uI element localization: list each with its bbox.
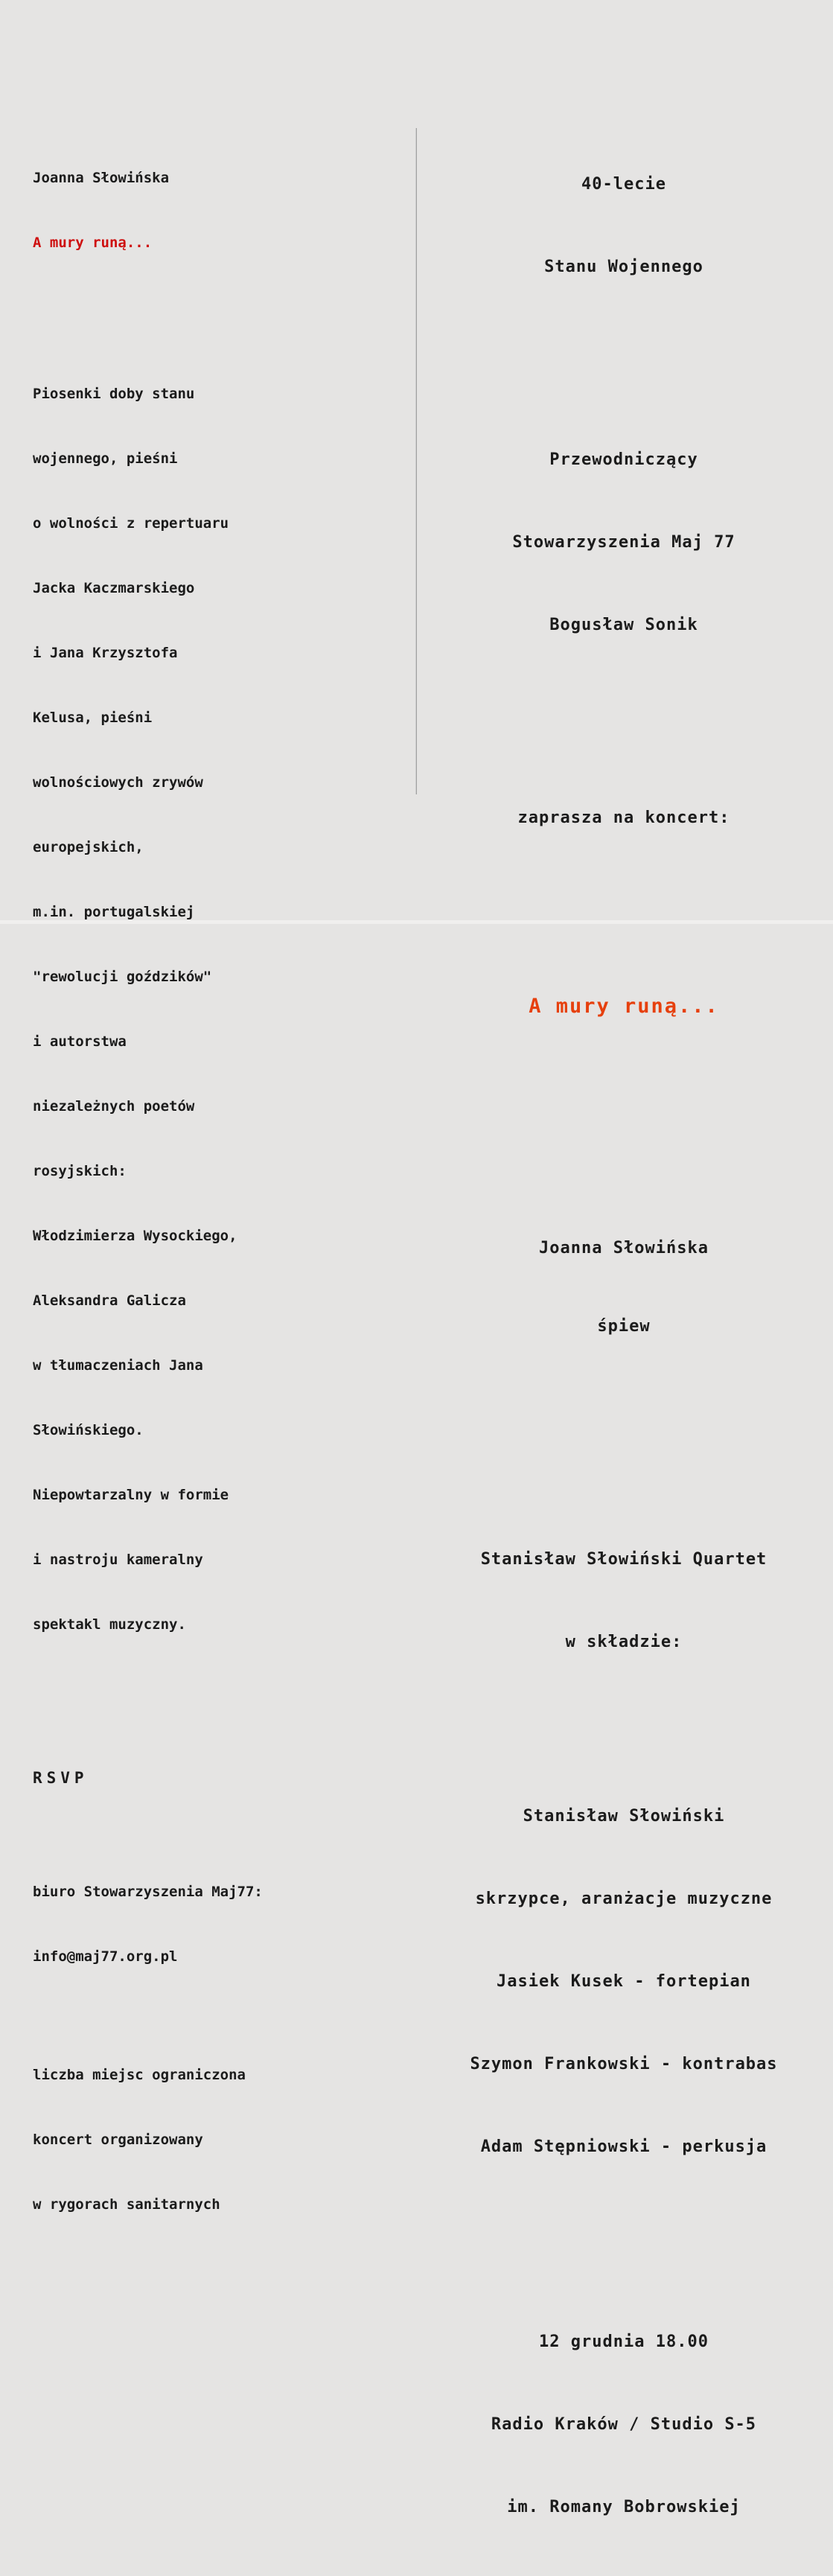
- description-line: o wolności z repertuaru: [33, 515, 229, 532]
- quartet-name: Stanisław Słowiński Quartet: [480, 1550, 767, 1569]
- vocalist-block: [417, 1183, 831, 1391]
- vocalist-name: Joanna Słowińska: [539, 1239, 709, 1257]
- description-line: Słowińskiego.: [33, 1422, 144, 1438]
- spacer: [417, 1447, 831, 1463]
- anniversary-line: 40-lecie: [581, 175, 666, 194]
- bottom-edge-strip: [0, 920, 833, 924]
- spacer: [33, 1700, 383, 1724]
- member-line: Jasiek Kusek - fortepian: [497, 1972, 751, 1991]
- description-line: Kelusa, pieśni: [33, 710, 153, 726]
- description-line: wojennego, pieśni: [33, 450, 178, 467]
- description-line: i autorstwa: [33, 1033, 127, 1050]
- rsvp-email: info@maj77.org.pl: [33, 1948, 178, 1965]
- spacer: [33, 2011, 383, 2021]
- spacer: [417, 1711, 831, 1720]
- description-line: spektakl muzyczny.: [33, 1616, 186, 1633]
- notice-line: liczba miejsc ograniczona: [33, 2067, 246, 2083]
- member-line: skrzypce, aranżacje muzyczne: [475, 1890, 773, 1908]
- description-line: rosyjskich:: [33, 1163, 127, 1179]
- rsvp-heading: RSVP: [33, 1769, 89, 1787]
- notice-line: koncert organizowany: [33, 2132, 203, 2148]
- spacer: [33, 297, 383, 319]
- description-line: "rewolucji goździków": [33, 969, 212, 985]
- left-column: [33, 124, 383, 2259]
- description-line: i Jana Krzysztofa: [33, 645, 178, 661]
- anniversary-line: Stanu Wojennego: [544, 258, 703, 276]
- description-line: Niepowtarzalny w formie: [33, 1487, 229, 1503]
- spacer: [417, 336, 831, 363]
- performance-title-left: A mury runą...: [33, 235, 153, 251]
- member-line: Adam Stępniowski - perkusja: [480, 2137, 767, 2156]
- member-line: Szymon Frankowski - kontrabas: [470, 2055, 778, 2073]
- spacer: [417, 694, 831, 721]
- description-line: Włodzimierza Wysockiego,: [33, 1228, 237, 1244]
- quartet-lineup-label: w składzie:: [565, 1633, 683, 1651]
- event-date-time: 12 grudnia 18.00: [539, 2333, 709, 2351]
- description-line: niezależnych poetów: [33, 1098, 195, 1115]
- invitation-line: zaprasza na koncert:: [517, 809, 730, 827]
- description-line: Jacka Kaczmarskiego: [33, 580, 195, 596]
- host-line: Stowarzyszenia Maj 77: [512, 533, 735, 552]
- rsvp-office-line: biuro Stowarzyszenia Maj77:: [33, 1884, 263, 1900]
- artist-name: Joanna Słowińska: [33, 170, 170, 186]
- description-line: w tłumaczeniach Jana: [33, 1357, 203, 1374]
- member-line: Stanisław Słowiński: [523, 1807, 725, 1826]
- host-line: Bogusław Sonik: [549, 616, 698, 634]
- host-line: Przewodniczący: [549, 450, 698, 469]
- notice-line: w rygorach sanitarnych: [33, 2196, 220, 2213]
- description-line: m.in. portugalskiej: [33, 904, 195, 920]
- vocalist-role: śpiew: [597, 1317, 651, 1336]
- spacer: [417, 887, 831, 909]
- event-venue-name: im. Romany Bobrowskiej: [507, 2498, 741, 2516]
- event-venue: Radio Kraków / Studio S-5: [491, 2415, 757, 2434]
- description-line: europejskich,: [33, 839, 144, 855]
- concert-title: A mury runą...: [529, 995, 719, 1018]
- spacer: [417, 2216, 831, 2245]
- description-line: Aleksandra Galicza: [33, 1292, 186, 1309]
- description-line: wolnościowych zrywów: [33, 774, 203, 791]
- description-line: i nastroju kameralny: [33, 1552, 203, 1568]
- spacer: [33, 1832, 383, 1838]
- description-line: Piosenki doby stanu: [33, 386, 195, 402]
- spacer: [417, 1077, 831, 1100]
- right-column: [417, 115, 831, 2576]
